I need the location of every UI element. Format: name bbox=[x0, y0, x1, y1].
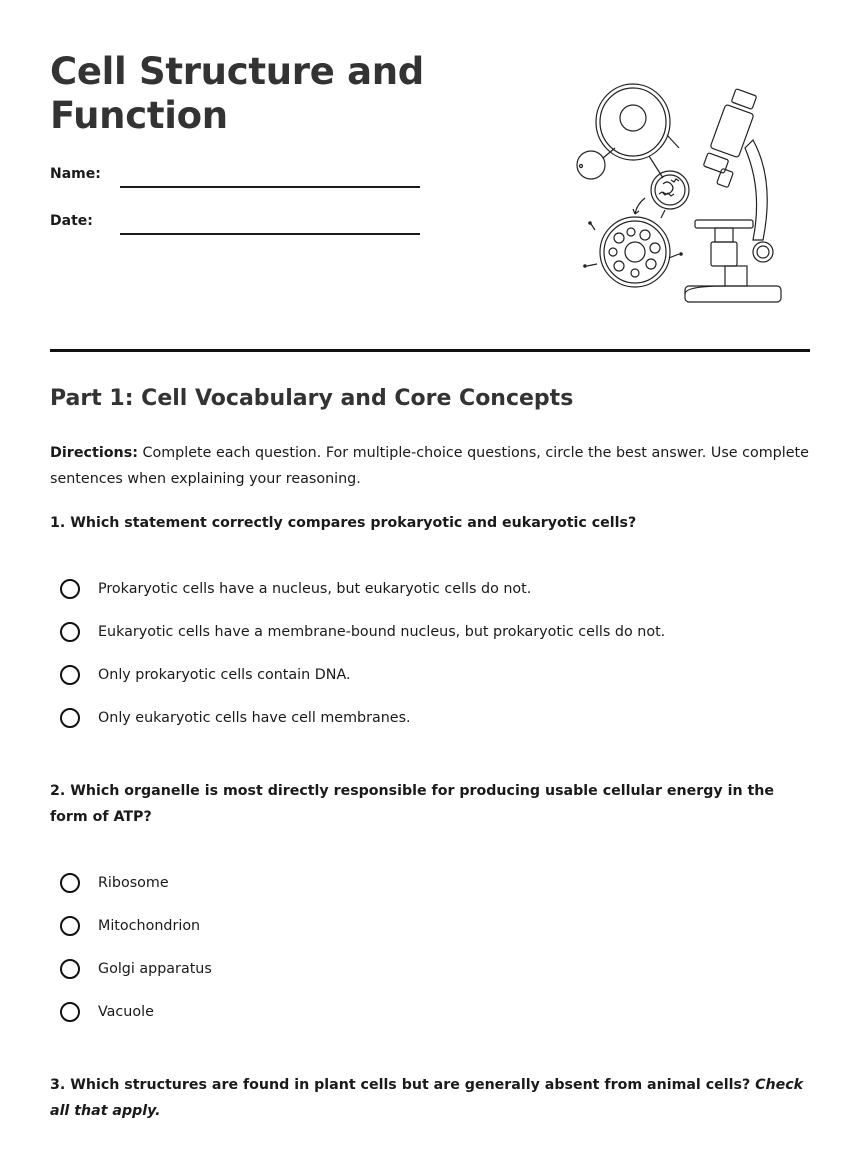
option-label: Only eukaryotic cells have cell membranes. bbox=[98, 710, 411, 726]
question-2-option-d[interactable] bbox=[60, 999, 154, 1025]
question-1-option-a[interactable] bbox=[60, 576, 531, 602]
title-line-2: Function bbox=[50, 94, 228, 137]
option-label: Prokaryotic cells have a nucleus, but eukaryotic cells do not. bbox=[98, 581, 532, 597]
worksheet-title bbox=[50, 50, 510, 138]
radio-circle-icon[interactable] bbox=[60, 665, 80, 685]
worksheet-page bbox=[50, 0, 810, 1161]
option-label: Vacuole bbox=[98, 1004, 154, 1020]
question-1-option-b[interactable] bbox=[60, 619, 665, 645]
part-1-heading: Part 1: Cell Vocabulary and Core Concepts bbox=[50, 386, 574, 411]
question-2-text: 2. Which organelle is most directly responsible for producing usable cellular energy in the form of ATP? bbox=[50, 783, 775, 825]
radio-circle-icon[interactable] bbox=[60, 916, 80, 936]
option-label: Mitochondrion bbox=[98, 918, 201, 934]
date-label: Date: bbox=[50, 213, 93, 229]
radio-circle-icon[interactable] bbox=[60, 873, 80, 893]
directions-label: Directions: bbox=[50, 445, 138, 461]
question-1-text: 1. Which statement correctly compares prokaryotic and eukaryotic cells? bbox=[50, 515, 637, 531]
date-answer-line[interactable] bbox=[120, 233, 420, 235]
radio-circle-icon[interactable] bbox=[60, 1002, 80, 1022]
title-line-1: Cell Structure and bbox=[50, 50, 424, 93]
option-label: Only prokaryotic cells contain DNA. bbox=[98, 667, 351, 683]
question-2-option-b[interactable] bbox=[60, 913, 200, 939]
radio-circle-icon[interactable] bbox=[60, 708, 80, 728]
question-2-option-c[interactable] bbox=[60, 956, 212, 982]
radio-circle-icon[interactable] bbox=[60, 622, 80, 642]
name-answer-line[interactable] bbox=[120, 186, 420, 188]
radio-circle-icon[interactable] bbox=[60, 959, 80, 979]
option-label: Ribosome bbox=[98, 875, 169, 891]
option-label: Golgi apparatus bbox=[98, 961, 212, 977]
question-3-instruction: Check all that apply. bbox=[50, 1077, 804, 1119]
name-label: Name: bbox=[50, 166, 101, 182]
question-3-text bbox=[50, 1072, 810, 1124]
question-2-option-a[interactable] bbox=[60, 870, 169, 896]
option-label: Eukaryotic cells have a membrane-bound nucleus, but prokaryotic cells do not. bbox=[98, 624, 666, 640]
radio-circle-icon[interactable] bbox=[60, 579, 80, 599]
directions-text: Complete each question. For multiple-choice questions, circle the best answer. Use complete sentences when explaining your reasoning. bbox=[50, 445, 809, 487]
directions-paragraph bbox=[50, 440, 810, 492]
header-divider bbox=[50, 349, 810, 352]
question-1-option-d[interactable] bbox=[60, 705, 411, 731]
microscope-and-cells-illustration bbox=[575, 80, 790, 312]
question-1-option-c[interactable] bbox=[60, 662, 351, 688]
question-3-prompt: 3. Which structures are found in plant cells but are generally absent from animal cells? bbox=[50, 1077, 756, 1093]
